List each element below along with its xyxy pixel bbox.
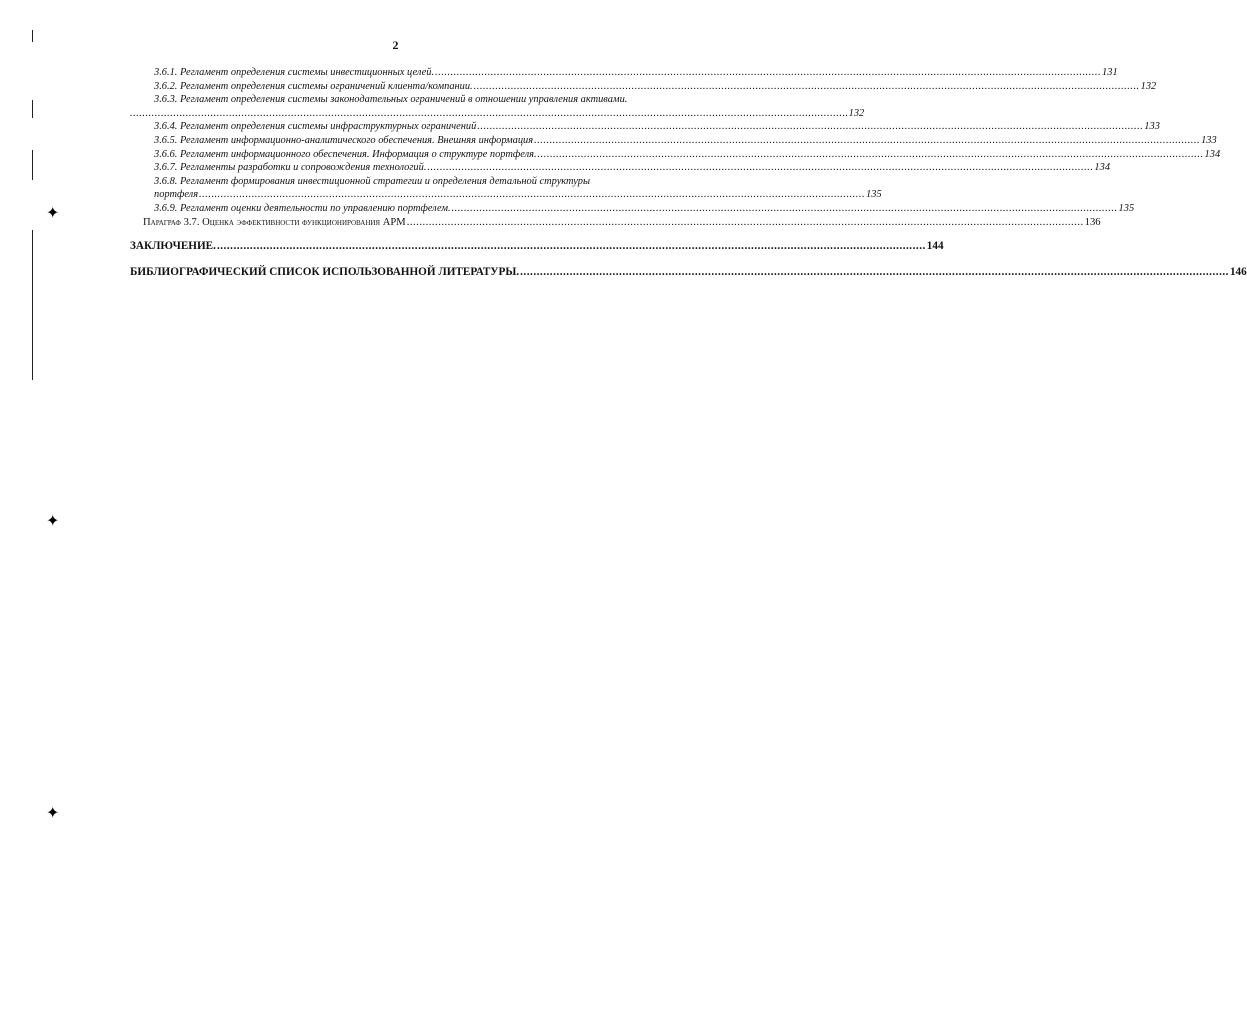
scan-edge-line: [32, 100, 33, 118]
scan-edge-line: [32, 150, 33, 180]
toc-entry: 3.6.2. Регламент определения системы ограничений клиента/компании. ..... 132: [130, 80, 730, 94]
scan-edge-line: [32, 230, 33, 380]
toc-bibliography-entry: БИБЛИОГРАФИЧЕСКИЙ СПИСОК ИСПОЛЬЗОВАННОЙ ЛИТЕРАТУРЫ. ..... 146: [130, 265, 730, 279]
punch-hole-mark: ✦: [46, 805, 60, 822]
punch-hole-mark: ✦: [46, 205, 60, 222]
toc-entry: 3.6.3. Регламент определения системы законодательных ограничений в отношении управления активами.: [154, 94, 628, 106]
toc-entry-continuation: ..... 132: [130, 107, 730, 121]
toc-entry: 3.6.7. Регламенты разработки и сопровождения технологий. ..... 134: [130, 161, 730, 175]
toc-entry: 3.6.5. Регламент информационно-аналитического обеспечения. Внешняя информация ..... 133: [130, 134, 730, 148]
toc-entry-continuation: портфеля ..... 135: [130, 188, 730, 202]
toc-entry: 3.6.9. Регламент оценки деятельности по управлению портфелем. ..... 135: [130, 202, 730, 216]
toc-paragraph-entry: Параграф 3.7. Оценка эффективности функционирования АРМ ..... 136: [130, 216, 730, 230]
punch-hole-mark: ✦: [46, 513, 60, 530]
toc-entry: 3.6.8. Регламент формирования инвестиционной стратегии и определения детальной структуры: [154, 175, 590, 187]
toc-entry: 3.6.6. Регламент информационного обеспечения. Информация о структуре портфеля. ..... 134: [130, 148, 730, 162]
toc-conclusion-entry: ЗАКЛЮЧЕНИЕ. ..... 144: [130, 239, 730, 253]
page-number: 2: [392, 38, 399, 52]
toc-entry: 3.6.1. Регламент определения системы инвестиционных целей. ..... 131: [130, 66, 730, 80]
table-of-contents: [130, 66, 1247, 279]
toc-entry: 3.6.4. Регламент определения системы инфраструктурных ограничений ..... 133: [130, 120, 730, 134]
